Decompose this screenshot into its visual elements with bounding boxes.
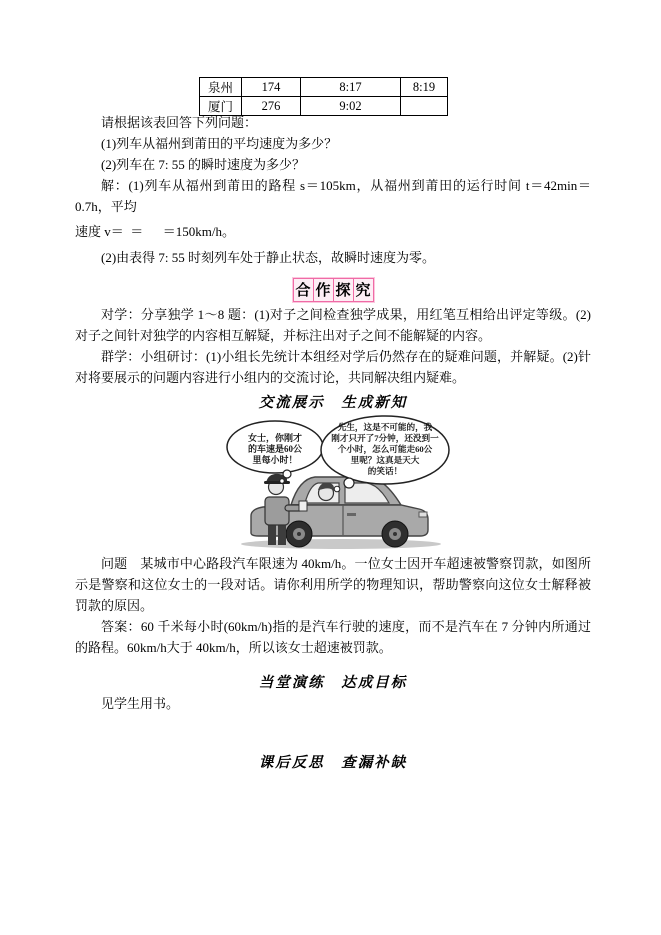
table-row-quanzhou: [200, 78, 448, 97]
banner-dangtang-yanlian: 当堂演练 达成目标: [258, 674, 408, 691]
see-student-book: 见学生用书。: [101, 696, 180, 711]
cell-distance: 174: [242, 78, 301, 97]
answer-paragraph: 答案：60 千米每小时(60km/h)指的是汽车行驶的速度，而不是汽车在 7 分钟内所通过的路程。60km/h大于 40km/h，所以该女士超速被罚款。: [75, 619, 591, 655]
qunxue-paragraph: 群学：小组研讨：(1)小组长先统计本组经对学后仍然存在的疑难问题，并解疑。(2)针对将要展示的问题内容进行小组内的交流讨论，共同解决组内疑难。: [75, 349, 591, 385]
svg-text:女士，你刚才: 女士，你刚才: [247, 433, 303, 443]
badge-char: 究: [353, 279, 373, 301]
officer-leg: [268, 523, 276, 545]
badge-char: 作: [313, 279, 333, 301]
banner-jiaoliu-zhanshi: 交流展示 生成新知: [258, 394, 408, 411]
cartoon-container: [75, 413, 591, 553]
officer-torso: [265, 497, 289, 525]
cell-station: 泉州: [200, 78, 242, 97]
svg-text:刚才只开了7分钟，还没到一: 刚才只开了7分钟，还没到一: [331, 433, 439, 443]
wheel-front: [382, 521, 408, 547]
wheel-rear: [286, 521, 312, 547]
svg-text:先生，这是不可能的，我: 先生，这是不可能的，我: [337, 422, 433, 432]
ticket-book: [299, 501, 307, 511]
train-schedule-table: [199, 77, 448, 116]
badge-char: 探: [333, 279, 353, 301]
badge-grid: [293, 278, 374, 302]
problem-paragraph: 问题 某城市中心路段汽车限速为 40km/h。一位女士因开车超速被警察罚款，如图所示是警察和这位女士的一段对话。请你利用所学的物理知识，帮助警察向这位女士解释被罚款的原因。: [75, 556, 591, 613]
headlight: [419, 512, 427, 517]
solution-line-3: (2)由表得 7: 55 时刻列车处于静止状态，故瞬时速度为零。: [101, 250, 436, 265]
svg-text:个小时，怎么可能走60公: 个小时，怎么可能走60公: [337, 444, 433, 454]
speech-bubble-officer: [227, 421, 323, 483]
cell-distance: 276: [242, 97, 301, 116]
badge-char: 合: [295, 280, 311, 299]
solution-formula-line: 速度 v＝ ＝ ＝150km/h。: [75, 224, 235, 239]
solution-line-1: 解：(1)列车从福州到莆田的路程 s＝105km，从福州到莆田的运行时间 t＝42min＝0.7h，平均: [75, 178, 591, 214]
question-1: (1)列车从福州到莆田的平均速度为多少？: [101, 136, 338, 151]
door-handle: [347, 513, 356, 516]
svg-text:里呢？这真是天大: 里呢？这真是天大: [350, 455, 420, 465]
intro-line: 请根据该表回答下列问题：: [101, 115, 258, 130]
cell-depart-time: 8:19: [401, 78, 448, 97]
officer-cap-brim: [264, 481, 290, 484]
section-badge-hezuotanjiu: [75, 278, 591, 302]
cell-station: 厦门: [200, 97, 242, 116]
officer-leg: [278, 523, 286, 545]
svg-text:的笑话！: 的笑话！: [367, 466, 403, 476]
duixue-paragraph: 对学：分享独学 1～8 题：(1)对子之间检查独学成果，用红笔互相给出评定等级。(2)对子之间针对独学的内容相互解疑，并标注出对子之间不能解疑的内容。: [75, 307, 591, 343]
banner-kehou-fansi: 课后反思 查漏补缺: [258, 754, 408, 771]
question-2: (2)列车在 7: 55 的瞬时速度为多少？: [101, 157, 306, 172]
cell-arrive-time: 9:02: [301, 97, 401, 116]
svg-text:里每小时！: 里每小时！: [252, 455, 298, 465]
cell-arrive-time: 8:17: [301, 78, 401, 97]
document-body: [75, 112, 591, 773]
svg-text:的车速是60公: 的车速是60公: [247, 444, 303, 454]
speeding-cartoon: [213, 413, 453, 553]
